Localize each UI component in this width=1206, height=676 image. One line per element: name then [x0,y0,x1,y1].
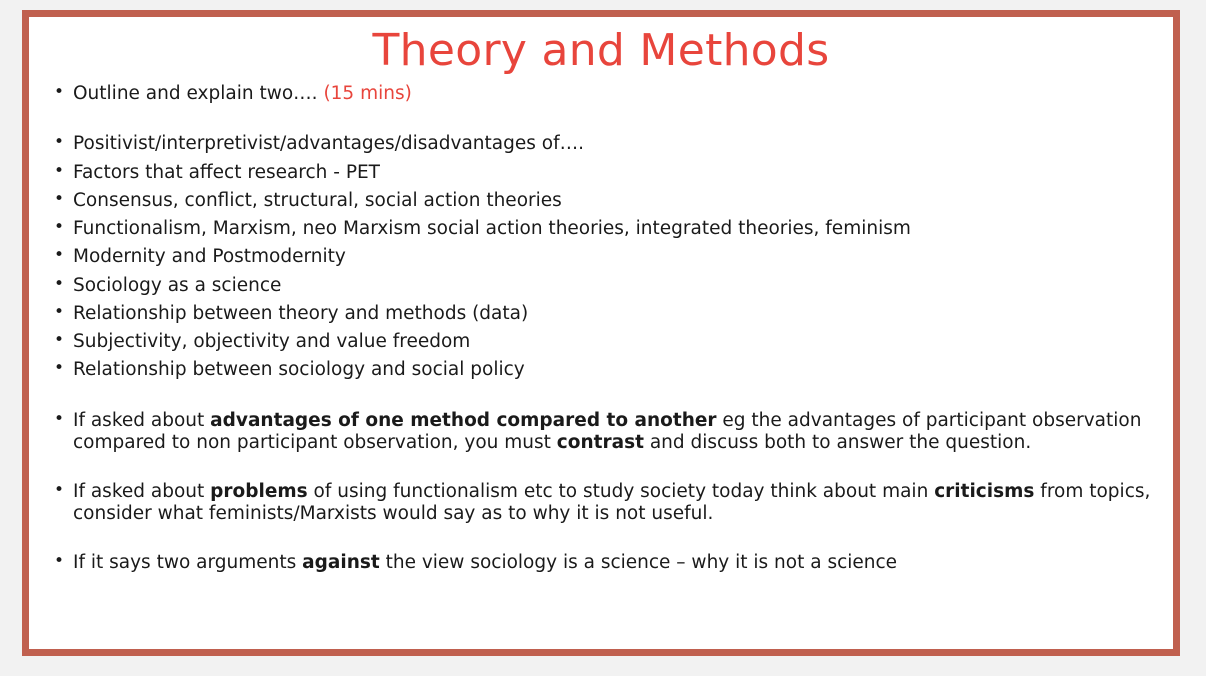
list-item [47,188,1155,214]
list-item [47,301,1155,327]
topic-label: Consensus, conflict, structural, social action theories [73,189,562,211]
list-item [47,329,1155,355]
note-bold-1: problems [210,480,308,502]
slide [22,10,1180,656]
topic-label: Subjectivity, objectivity and value freedom [73,331,471,353]
note-text-3: and discuss both to answer the question. [643,432,1032,454]
intro-text: Outline and explain two…. [73,83,324,104]
note-bold-1: advantages of one method compared to another [210,409,717,431]
note-text-1: If asked about [73,409,211,431]
topic-label: Relationship between theory and methods (data) [73,302,529,324]
note-bold-1: against [302,551,380,573]
topic-label: Sociology as a science [73,274,282,296]
bullet-list-topics [47,131,1155,383]
slide-body [29,75,1173,574]
list-item [47,160,1155,186]
topic-label: Modernity and Postmodernity [73,246,346,268]
note-text-2: of using functionalism etc to study society today think about main [307,480,935,502]
topic-label: Positivist/interpretivist/advantages/disadvantages of…. [73,133,584,155]
topic-label: Factors that affect research - PET [73,161,380,183]
note-bold-2: criticisms [934,480,1035,502]
topic-label: Functionalism, Marxism, neo Marxism social action theories, integrated theories, feminism [73,218,911,240]
page-title: Theory and Methods [372,25,830,76]
list-item [47,81,1155,107]
list-item [47,481,1155,526]
list-item [47,131,1155,157]
note-text-2: the view sociology is a science – why it is not a science [379,551,898,573]
list-item [47,244,1155,270]
list-item [47,216,1155,242]
list-item [47,273,1155,299]
bullet-list-intro [47,81,1155,107]
note-text-3: from topics, consider what feminists/Marxists would say as to why it is not useful. [73,480,1151,525]
slide-content [29,25,1173,661]
topic-label: Relationship between sociology and social policy [73,359,525,381]
note-text-1: If asked about [73,480,211,502]
note-text-2: eg the advantages of participant observation compared to non participant observation, you must [73,409,1142,454]
list-item [47,410,1155,455]
intro-timing: (15 mins) [323,83,412,104]
list-item [47,552,1155,575]
note-bold-2: contrast [556,432,644,454]
bullet-list-notes [47,410,1155,575]
note-text-1: If it says two arguments [73,551,303,573]
list-item [47,357,1155,383]
